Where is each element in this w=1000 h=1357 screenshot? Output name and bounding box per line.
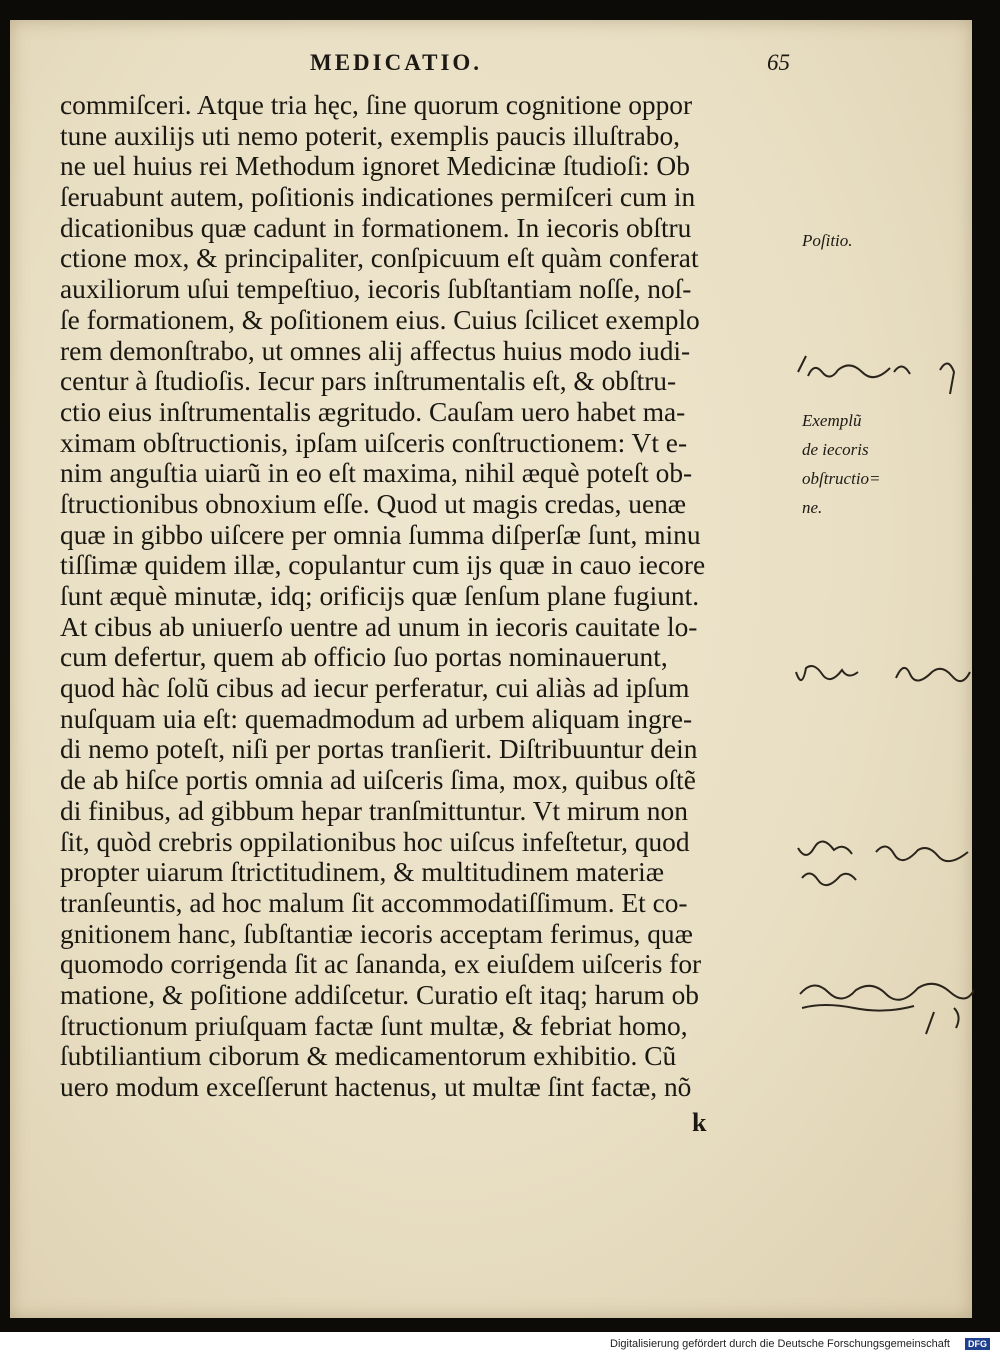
text-line: de ab hiſce portis omnia ad uiſceris ſima, mox, quibus oſtẽ [60,765,696,796]
text-line: auxiliorum uſui tempeſtiuo, iecoris ſubſtantiam noſſe, noſ- [60,274,692,305]
text-line: cum defertur, quem ab officio ſuo portas nominauerunt, [60,642,668,673]
text-line: dicationibus quæ cadunt in formationem. In iecoris obſtru [60,212,692,243]
text-line: tiſſimæ quidem illæ, copulantur cum ijs quæ in cauo iecore [60,550,706,581]
text-line: ſtructionum priuſquam factæ ſunt multæ, & febriat homo, [60,1010,688,1041]
text-line: tune auxilijs uti nemo poterit, exemplis paucis illuſtrabo, [60,120,680,151]
text-line: tranſeuntis, ad hoc malum ſit accommodatiſſimum. Et co- [60,887,688,918]
marginal-gloss-positio [802,226,853,255]
running-head: MEDICATIO. [310,50,483,75]
text-line: commiſceri. Atque tria hęc, ſine quorum cognitione oppor [60,90,693,120]
text-line: di nemo poteſt, niſi per portas tranſierit. Diſtribuuntur dein [60,734,698,765]
text-line: rem demonſtrabo, ut omnes alij affectus huius modo iudi- [60,335,691,366]
text-line: centur à ſtudioſis. Iecur pars inſtrumentalis eſt, & obſtru- [60,366,677,397]
handwritten-annotation-1 [790,342,970,402]
gloss-line: Poſitio. [802,231,853,250]
text-line: uero modum exceſſerunt hactenus, ut multæ ſint factæ, nõ [60,1072,692,1102]
handwritten-annotation-3 [792,832,972,892]
text-line: gnitionem hanc, ſubſtantiæ iecoris acceptam ferimus, quæ [60,918,693,949]
text-line: quomodo corrigenda ſit ac ſananda, ex eiuſdem uiſceris for [60,949,702,980]
text-line: propter uiarum ſtrictitudinem, & multitudinem materiæ [60,857,664,888]
gloss-line: Exemplũ [802,411,862,430]
digitization-credit: Digitalisierung gefördert durch die Deutsche Forschungsgemeinschaft [610,1338,950,1350]
text-line: ximam obſtructionis, ipſam uiſceris conſtructionem: Vt e- [60,427,688,458]
text-line: matione, & poſitione addiſcetur. Curatio eſt itaq; harum ob [60,979,699,1010]
text-line: ſe formationem, & poſitionem eius. Cuius ſcilicet exemplo [60,304,700,335]
text-line: quæ in gibbo uiſcere per omnia ſumma diſperſæ ſunt, minu [60,519,701,550]
handwritten-annotation-4 [794,968,974,1038]
text-line: At cibus ab uniuerſo uentre ad unum in iecoris cauitate lo- [60,611,698,642]
text-line: ctione mox, & principaliter, conſpicuum eſt quàm conferat [60,243,699,274]
text-line: di finibus, ad gibbum hepar tranſmittuntur. Vt mirum non [60,795,688,826]
handwritten-annotation-2 [792,650,972,695]
text-line: ctio eius inſtrumentalis ægritudo. Cauſam uero habet ma- [60,396,686,427]
text-line: ſeruabunt autem, poſitionis indicationes permiſceri cum in [60,182,696,213]
page-number: 65 [767,50,790,75]
text-line: ſubtiliantium ciborum & medicamentorum exhibitio. Cũ [60,1041,677,1072]
text-line: ne uel huius rei Methodum ignoret Medicinæ ſtudioſi: Ob [60,151,690,182]
gloss-line: de iecoris [802,440,869,459]
text-line: nim anguſtia uiarũ in eo eſt maxima, nihil æquè poteſt ob- [60,458,693,489]
marginal-gloss-exemplum [802,406,881,522]
text-line: ſit, quòd crebris oppilationibus hoc uiſcus infeſtetur, quod [60,826,690,857]
text-line: nuſquam uia eſt: quemadmodum ad urbem aliquam ingre- [60,703,693,734]
book-page [10,20,972,1318]
text-line: ſtructionibus obnoxium eſſe. Quod ut magis credas, uenæ [60,488,687,519]
main-text-block [60,90,800,1103]
gloss-line: ne. [802,498,823,517]
text-line: ſunt æquè minutæ, idq; orificijs quæ ſenſum plane fugiunt. [60,581,700,611]
gloss-line: obſtructio= [802,469,881,488]
text-line: quod hàc ſolũ cibus ad iecur perferatur, cui aliàs ad ipſum [60,673,690,704]
dfg-logo: DFG [965,1338,990,1350]
signature-mark: k [692,1108,707,1137]
